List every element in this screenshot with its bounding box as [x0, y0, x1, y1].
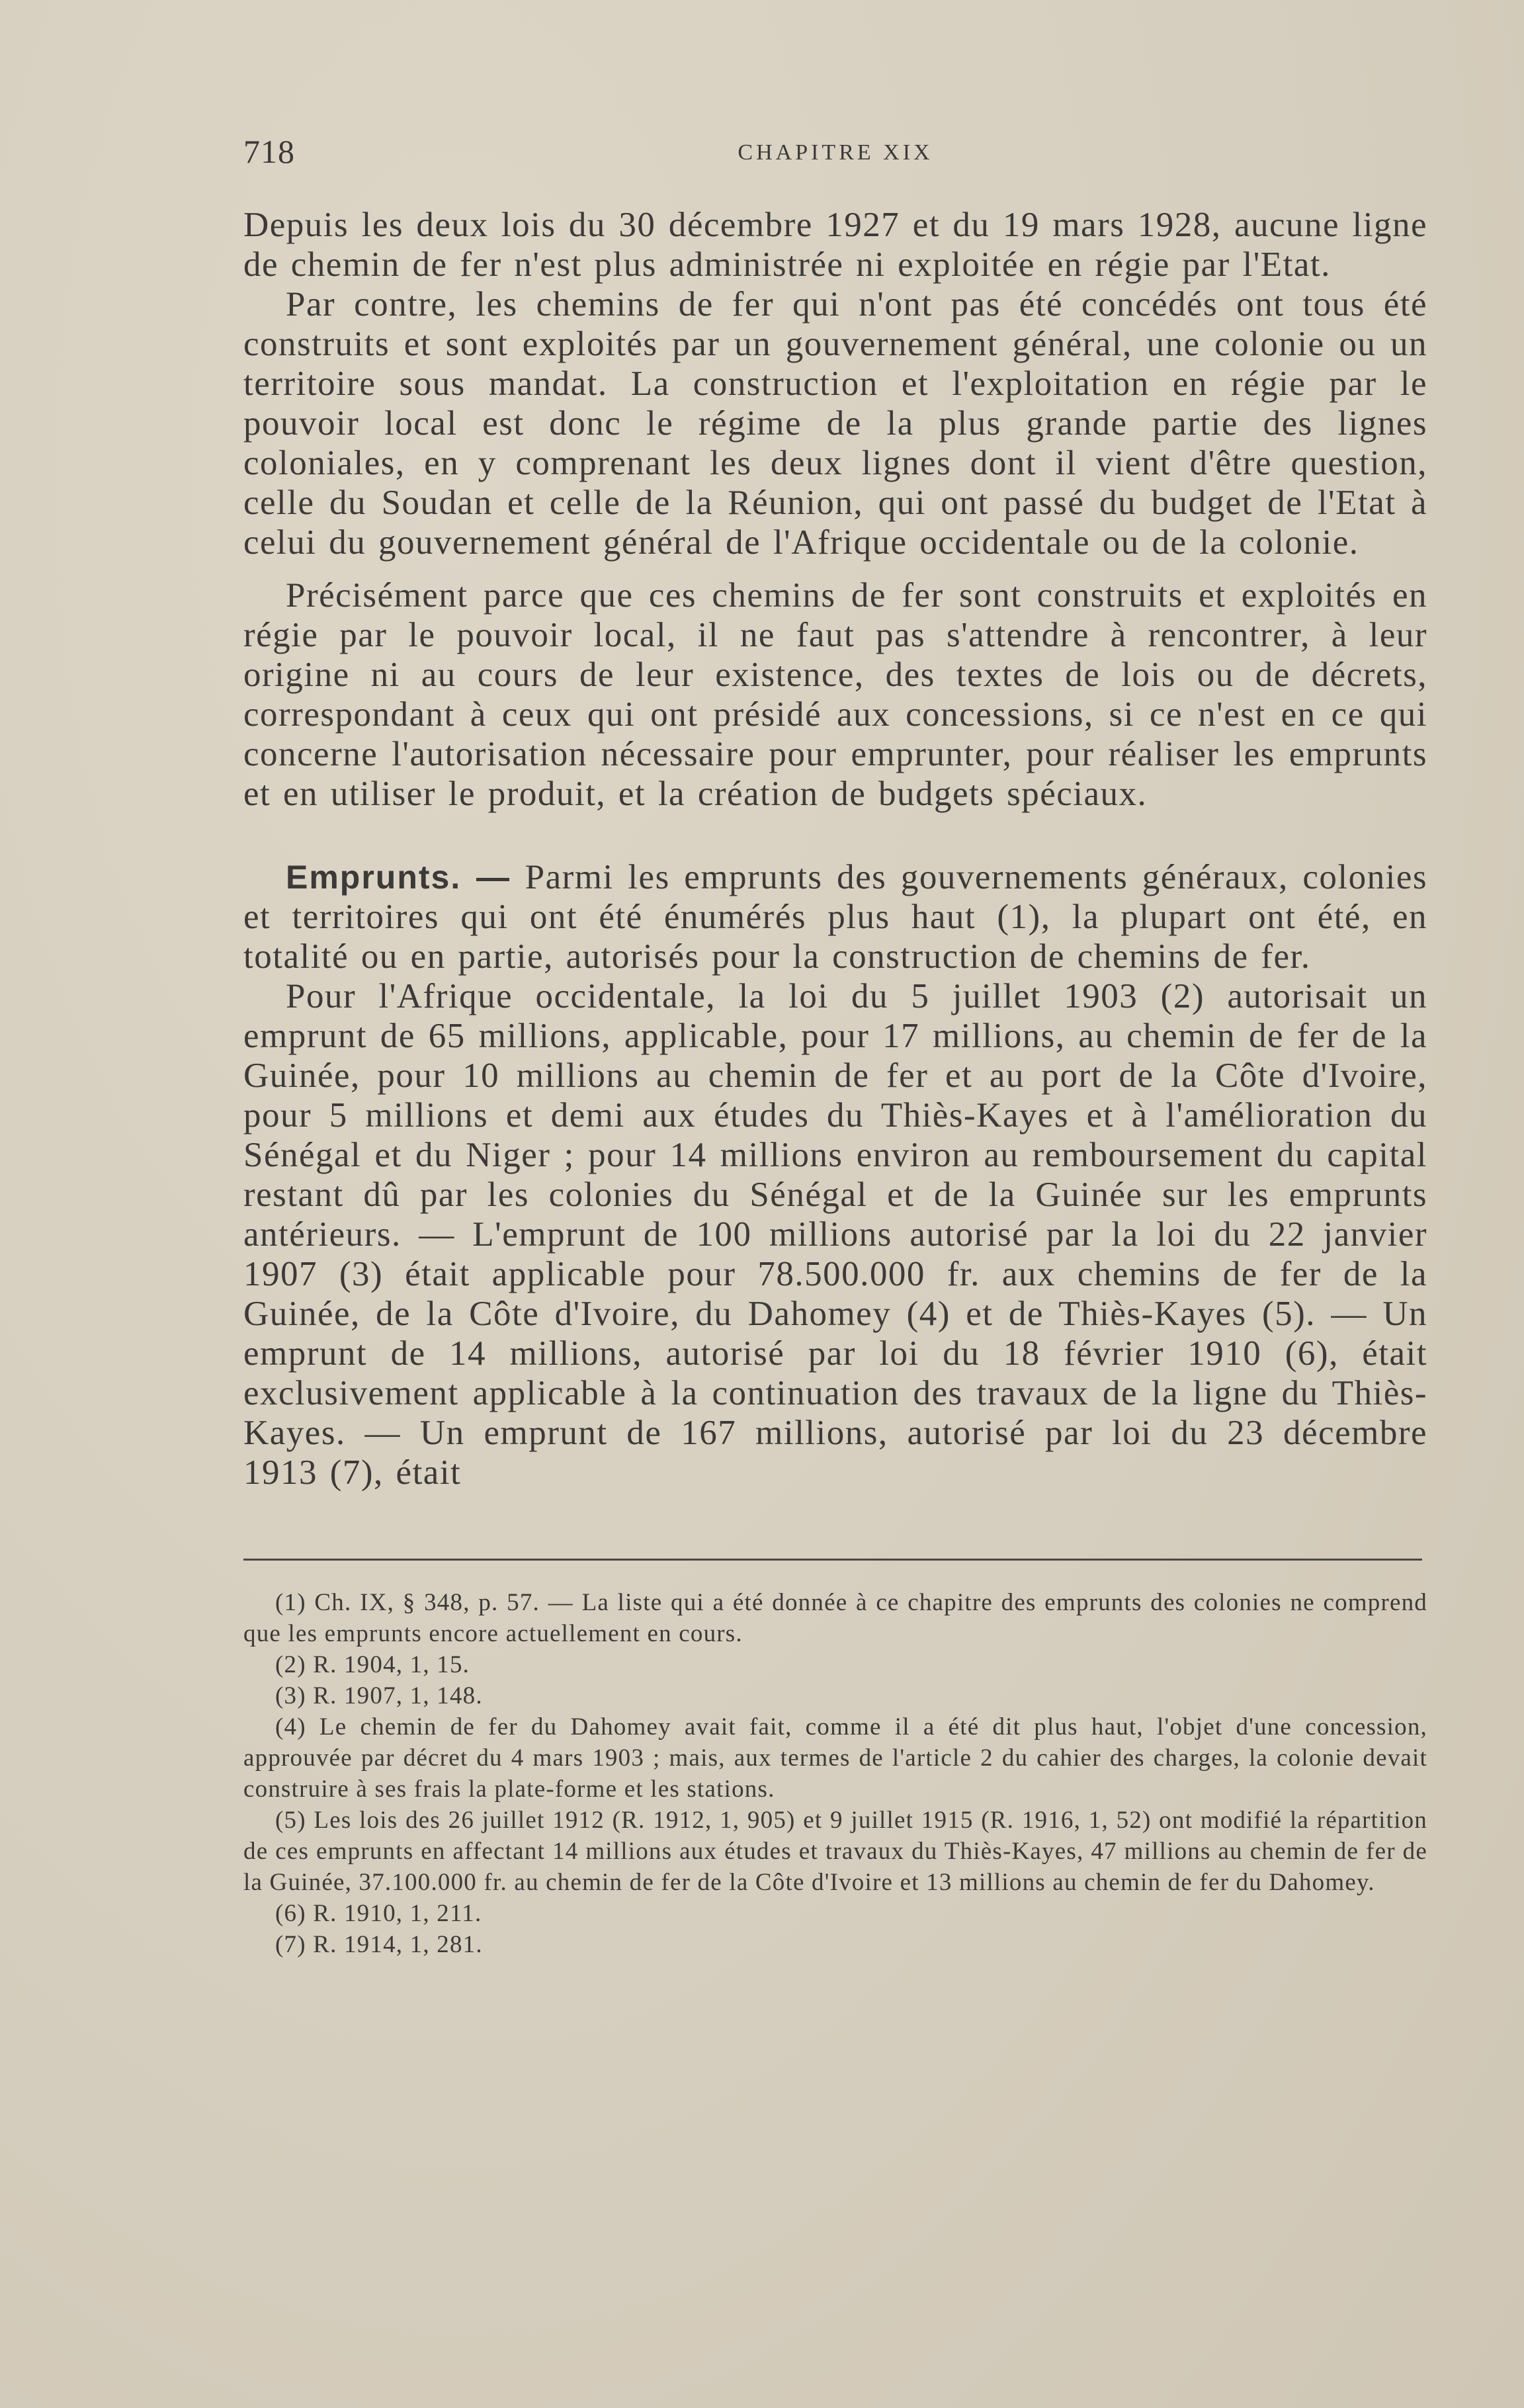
footnote-3: (3) R. 1907, 1, 148. [275, 1682, 483, 1709]
body-text [243, 205, 1427, 1492]
paragraph-afrique-occidentale: Pour l'Afrique occidentale, la loi du 5 juillet 1903 (2) autorisait un emprunt de 65 millions, applicable, pour 17 millions, au chemin de fer de la Guinée, pour 10 millions au chemin de fer et au port de la Côte d'Ivoire, pour 5 millions et demi aux études du Thiès-Kayes et à l'amélioration du Sénégal et du Niger ; pour 14 millions environ au remboursement du capital restant dû par les colonies du Sénégal et de la Guinée sur les emprunts antérieurs. — L'emprunt de 100 millions autorisé par la loi du 22 janvier 1907 (3) était applicable pour 78.500.000 fr. aux chemins de fer de la Guinée, de la Côte d'Ivoire, du Dahomey (4) et de Thiès-Kayes (5). — Un emprunt de 14 millions, autorisé par loi du 18 février 1910 (6), était exclusivement applicable à la continuation des travaux de la ligne du Thiès-Kayes. — Un emprunt de 167 millions, autorisé par loi du 23 décembre 1913 (7), était [243, 977, 1427, 1492]
footnote-2: (2) R. 1904, 1, 15. [275, 1651, 470, 1678]
paragraph-1: Depuis les deux lois du 30 décembre 1927 et du 19 mars 1928, aucune ligne de chemin de fer n'est plus administrée ni exploitée en régie par l'Etat. [243, 206, 1427, 284]
footnote-7: (7) R. 1914, 1, 281. [275, 1931, 483, 1958]
paragraph-3: Précisément parce que ces chemins de fer sont construits et exploités en régie par le pouvoir local, il ne faut pas s'attendre à rencontrer, à leur origine ni au cours de leur existence, des textes de lois ou de décrets, correspondant à ceux qui ont présidé aux concessions, si ce n'est en ce qui concerne l'autorisation nécessaire pour emprunter, pour réaliser les emprunts et en utiliser le produit, et la création de budgets spéciaux. [243, 576, 1427, 813]
section-heading: Emprunts. — [286, 859, 511, 896]
footnote-5: (5) Les lois des 26 juillet 1912 (R. 1912, 1, 905) et 9 juillet 1915 (R. 1916, 1, 52) ont modifié la répartition de ces emprunts en affectant 14 millions aux études et travaux du Thiès-Kayes, 47 millions au chemin de fer de la Guinée, 37.100.000 fr. au chemin de fer de la Côte d'Ivoire et 13 millions au chemin de fer du Dahomey. [243, 1807, 1427, 1896]
section-lead-text: Parmi les emprunts des gouvernements généraux, colonies et territoires qui ont été énumérés plus haut (1), la plupart ont été, en totalité ou en partie, autorisés pour la construction de chemins de fer. [243, 858, 1428, 976]
book-page [243, 132, 1427, 1960]
footnote-4: (4) Le chemin de fer du Dahomey avait fait, comme il a été dit plus haut, l'objet d'une concession, approuvée par décret du 4 mars 1903 ; mais, aux termes de l'article 2 du cahier des charges, la colonie devait construire à ses frais la plate-forme et les stations. [243, 1713, 1427, 1803]
footnotes [243, 1587, 1427, 1960]
section-lead-paragraph [243, 857, 1427, 976]
page-number: 718 [243, 133, 295, 170]
page-header [243, 132, 1427, 172]
footnote-1: (1) Ch. IX, § 348, p. 57. — La liste qui a été donnée à ce chapitre des emprunts des colonies ne comprend que les emprunts encore actuellement en cours. [243, 1589, 1427, 1647]
footnote-divider [243, 1559, 1422, 1561]
section-emprunts [243, 857, 1427, 1492]
running-head: CHAPITRE XIX [738, 140, 933, 165]
paragraph-2: Par contre, les chemins de fer qui n'ont pas été concédés ont tous été construits et sont exploités par un gouvernement général, une colonie ou un territoire sous mandat. La construction et l'exploitation en régie par le pouvoir local est donc le régime de la plus grande partie des lignes coloniales, en y comprenant les deux lignes dont il vient d'être question, celle du Soudan et celle de la Réunion, qui ont passé du budget de l'Etat à celui du gouvernement général de l'Afrique occidentale ou de la colonie. [243, 285, 1427, 562]
footnote-6: (6) R. 1910, 1, 211. [275, 1900, 482, 1927]
